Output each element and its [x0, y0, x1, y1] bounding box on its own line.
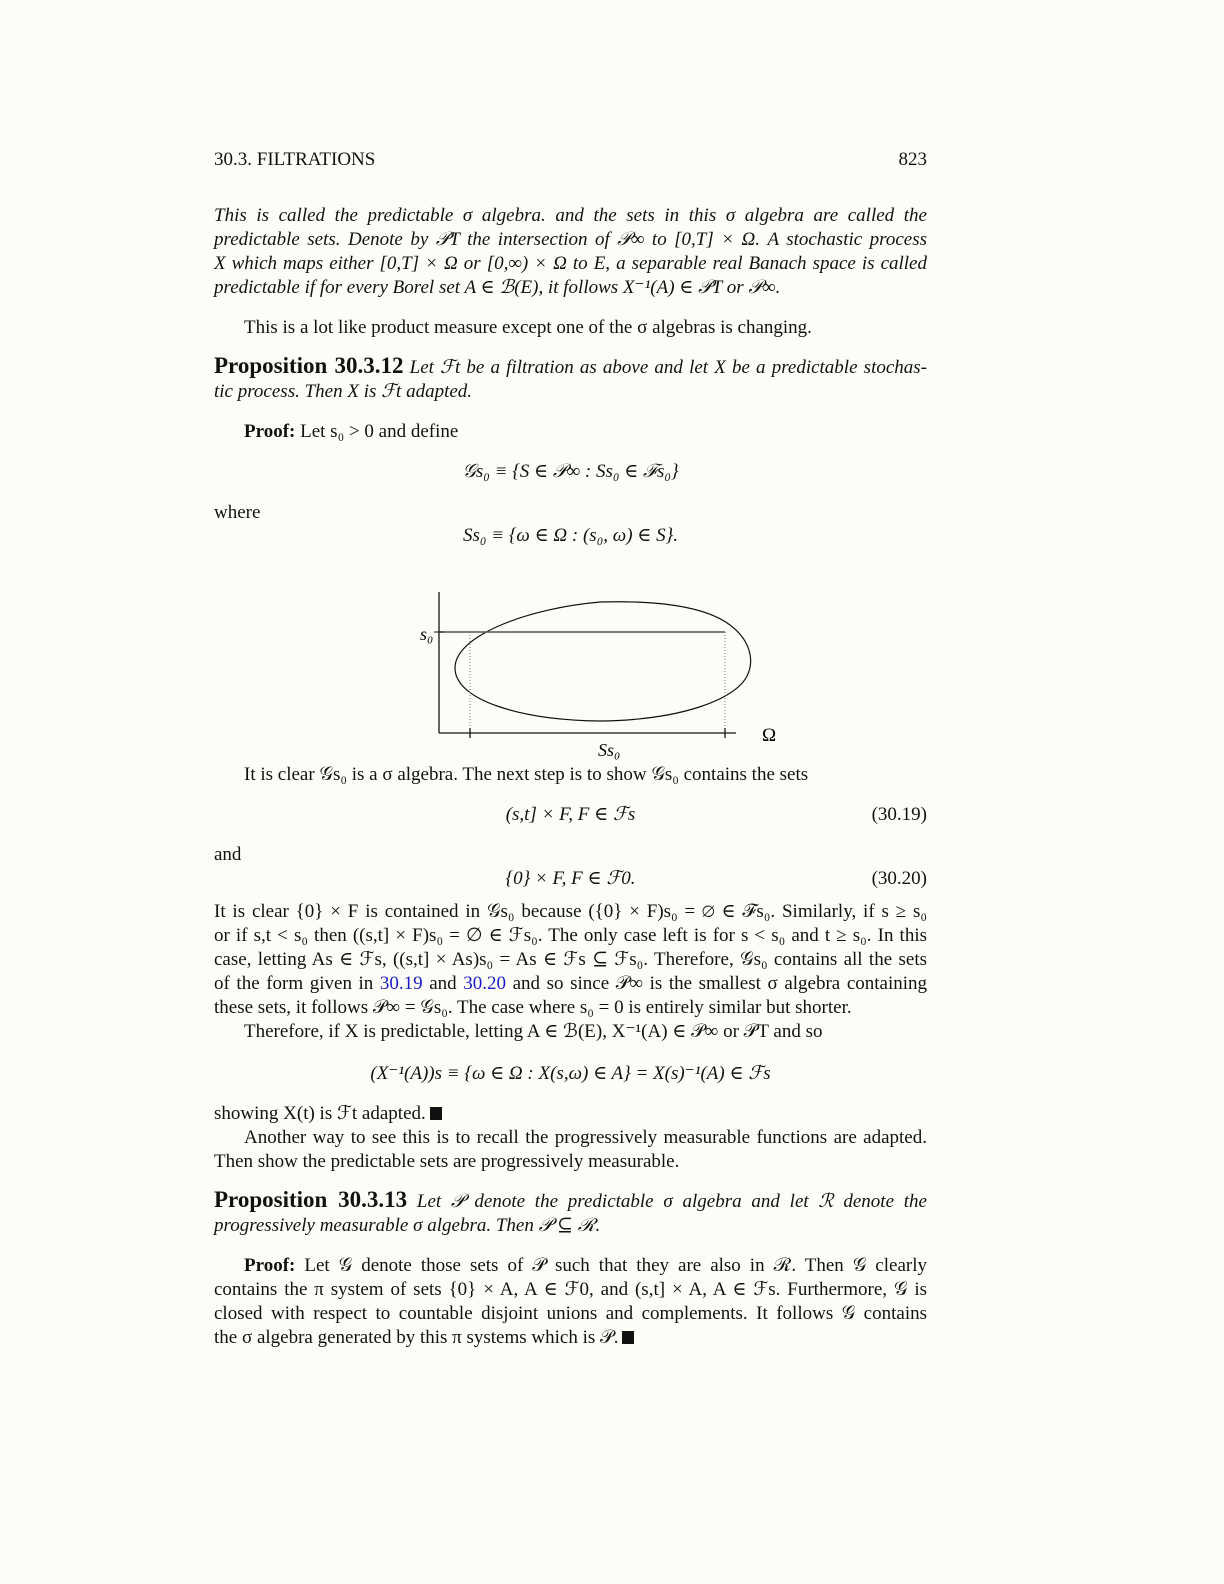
definition-line: This is called the predictable σ algebra. and the sets in this σ algebra are called the [214, 205, 927, 226]
equation-30-20-row [214, 867, 927, 891]
proof-paragraph-line: Therefore, if X is predictable, letting A ∈ ℬ(E), X⁻¹(A) ∈ 𝒫∞ or 𝒫T and so [244, 1021, 823, 1042]
text-span: and so since 𝒫∞ is the smallest σ algebra containing [512, 973, 928, 994]
slice-label: Ss₀ [598, 740, 621, 760]
and-text: and [214, 844, 242, 865]
proof-label: Proof: [244, 421, 296, 442]
equation-30-19-row [214, 803, 927, 827]
definition-line: X which maps either [0,T] × Ω or [0,∞) × Ω to E, a separable real Banach space is called [214, 253, 927, 274]
definition-line: predictable sets. Denote by 𝒫T the intersection of 𝒫∞ to [0,T] × Ω. A stochastic process [214, 229, 927, 250]
proof-label: Proof: [244, 1255, 296, 1276]
section-title: 30.3. FILTRATIONS [214, 149, 376, 170]
equation-G: 𝒢s₀ ≡ {S ∈ 𝒫∞ : Ss₀ ∈ ℱs₀} [462, 461, 679, 482]
after-figure-text: It is clear 𝒢s₀ is a σ algebra. The next step is to show 𝒢s₀ contains the sets [244, 764, 809, 785]
proof-text: Let 𝒢 denote those sets of 𝒫 such that they are also in ℛ. Then 𝒢 clearly [304, 1255, 927, 1276]
text-span: of the form given in [214, 973, 374, 994]
equation-number: (30.20) [871, 868, 927, 889]
running-header [214, 148, 927, 172]
another-way-line: Then show the predictable sets are progressively measurable. [214, 1151, 680, 1172]
proof2-line: contains the π system of sets {0} × A, A ∈ ℱ0, and (s,t] × A, A ∈ ℱs. Furthermore, 𝒢 is [214, 1279, 927, 1300]
qed-icon [622, 1331, 634, 1344]
proposition-statement-cont: progressively measurable σ algebra. Then 𝒫 ⊆ ℛ. [214, 1215, 601, 1236]
proof2-line [214, 1254, 927, 1278]
equation-30-20: {0} × F, F ∈ ℱ0. [505, 868, 636, 889]
conclusion-text: showing X(t) is ℱt adapted. [214, 1103, 426, 1124]
qed-icon [430, 1107, 442, 1120]
proof-paragraph-line: these sets, it follows 𝒫∞ = 𝒢s₀. The case where s₀ = 0 is entirely similar but shorter. [214, 997, 852, 1018]
proposition-statement-cont: tic process. Then X is ℱt adapted. [214, 381, 473, 402]
proposition-30-3-13 [214, 1188, 927, 1214]
equation-final: (X⁻¹(A))s ≡ {ω ∈ Ω : X(s,ω) ∈ A} = X(s)⁻¹(A) ∈ ℱs [370, 1063, 771, 1084]
proposition-title: Proposition 30.3.12 [214, 353, 404, 378]
proof-intro [214, 420, 927, 444]
set-S-ellipse [455, 602, 751, 721]
proposition-statement: Let 𝒫 denote the predictable σ algebra and let ℛ denote the [416, 1191, 927, 1212]
where-text: where [214, 502, 261, 523]
proof-paragraph-line: It is clear {0} × F is contained in 𝒢s₀ because ({0} × F)s₀ = ∅ ∈ ℱs₀. Similarly, if s ≥ s₀ [214, 901, 927, 922]
ellipse-figure [410, 580, 810, 770]
y-axis-label: s₀ [420, 624, 434, 644]
proof-text: the σ algebra generated by this π systems which is 𝒫. [214, 1327, 619, 1348]
x-axis-label: Ω [762, 725, 777, 746]
proof-paragraph-line: or if s,t < s₀ then ((s,t] × F)s₀ = ∅ ∈ ℱs₀. The only case left is for s < s₀ and t ≥ s₀. In this [214, 925, 927, 946]
proposition-title: Proposition 30.3.13 [214, 1187, 408, 1212]
equation-number: (30.19) [871, 804, 927, 825]
proof-conclusion [214, 1102, 927, 1126]
equation-S: Ss₀ ≡ {ω ∈ Ω : (s₀, ω) ∈ S}. [463, 525, 678, 546]
proof-text: Let s₀ > 0 and define [300, 421, 459, 442]
equation-link-30-19[interactable]: 30.19 [379, 973, 423, 994]
equation-30-19: (s,t] × F, F ∈ ℱs [505, 804, 636, 825]
proof-paragraph-line [214, 972, 927, 996]
proof-paragraph-line: case, letting As ∈ ℱs, ((s,t] × As)s₀ = As ∈ ℱs ⊆ ℱs₀. Therefore, 𝒢s₀ contains all the sets [214, 949, 927, 970]
proposition-statement: Let ℱt be a filtration as above and let X be a predictable stochas- [409, 357, 927, 378]
definition-line: predictable if for every Borel set A ∈ ℬ(E), it follows X⁻¹(A) ∈ 𝒫T or 𝒫∞. [214, 277, 781, 298]
text-span: and [429, 973, 457, 994]
equation-link-30-20[interactable]: 30.20 [463, 973, 507, 994]
remark-paragraph: This is a lot like product measure except one of the σ algebras is changing. [244, 317, 812, 338]
another-way-line: Another way to see this is to recall the progressively measurable functions are adapted. [244, 1127, 927, 1148]
proposition-30-3-12 [214, 354, 927, 380]
proof2-line: closed with respect to countable disjoint unions and complements. It follows 𝒢 contains [214, 1303, 927, 1324]
page-number: 823 [898, 149, 927, 170]
proof2-line [214, 1326, 927, 1350]
